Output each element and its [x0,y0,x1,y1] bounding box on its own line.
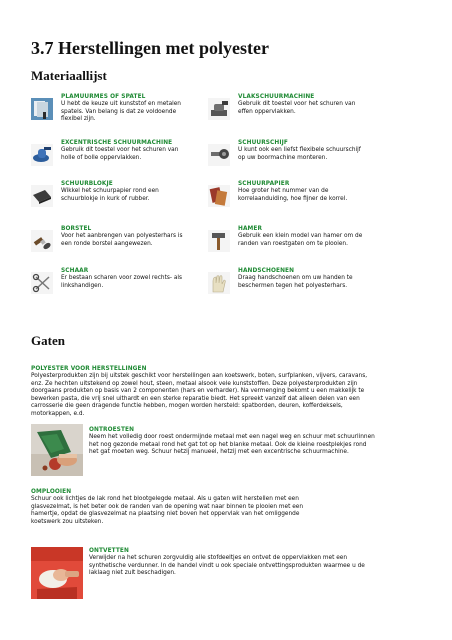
step-line: Neem het volledig door roest ondermijnde metaal met een nagel weg en schuur met schuurlinnen [89,434,375,440]
hammer-icon [208,230,230,252]
material-label: SCHAAR [61,268,89,274]
intro-label: POLYESTER VOOR HERSTELLINGEN [31,366,147,372]
step-line: glasvezelmat, is het beter ook de randen van de opening wat naar binnen te plooien met een [31,503,304,510]
intro-line: Polyesterprodukten zijn bij uitstek geschikt voor herstellingen aan koetswerk, boten, surfplanken, vijvers, caravans, [31,373,368,379]
gloves-icon [208,272,230,294]
material-description [238,147,361,162]
material-label: BORSTEL [61,226,92,232]
brush-icon [31,230,53,252]
material-description-line: Draag handschoenen om uw handen te [238,275,353,281]
gaten-heading: Gaten [31,333,65,348]
material-description-line: effen oppervlakken. [238,108,296,115]
material-label: PLAMUURMES OF SPATEL [61,94,146,100]
material-description-line: Voor het aanbrengen van polyesterhars is [61,233,183,239]
material-description-line: Gebruik dit toestel voor het schuren van [238,101,356,107]
step-line: laklaag niet zult beschadigen. [89,570,176,577]
material-description [238,188,347,203]
step-text [89,555,439,578]
step-line: Verwijder na het schuren zorgvuldig alle stofdeeltjes en ontvet de oppervlakken met een [89,555,348,561]
scissors-icon [31,272,53,294]
material-description [238,275,353,290]
material-description-line: beschermen tegen het polyesterhars. [238,282,348,289]
material-description-line: U hebt de keuze uit kunststof en metalen [61,101,181,107]
material-description-line: Wikkel het schuurpapier rond een [61,188,159,194]
intro-line: carrosserie die geen dragende functie hebben, mogen worden hersteld: spatborden, deuren, kofferdeksels, [31,403,343,410]
material-description [61,147,178,162]
step-line: hamertje, opdat de glasvezelmat na plaatsing niet boven het oppervlak van het omliggende [31,511,300,518]
material-description-line: Er bestaan scharen voor zowel rechts- als [61,275,183,281]
material-label: HAMER [238,226,263,232]
material-description-line: schuurblokje in kurk of rubber. [61,195,150,202]
step-text [31,496,431,526]
material-label: SCHUURPAPIER [238,181,290,187]
spatula-icon [31,98,53,120]
material-description [61,233,183,248]
intro-line: motorkappen, e.d. [31,410,85,417]
material-description-line: op uw boormachine monteren. [238,154,328,161]
material-label: VLAKSCHUURMACHINE [238,94,315,100]
material-description-line: Gebruik dit toestel voor het schuren van [61,147,179,153]
rust-removal-photo [31,424,83,476]
material-description-line: Gebruik een klein model van hamer om de [238,233,363,239]
material-label: HANDSCHOENEN [238,268,295,274]
step-line: het gat moeten weg. Schuur hetzij manueel, hetzij met een excentrische schuurmachine. [89,449,349,456]
degreasing-photo [31,547,83,599]
sandpaper-icon [208,185,230,207]
material-description-line: Hoe groter het nummer van de [238,188,329,194]
sanding-machine-icon [208,98,230,120]
material-description-line: holle of bolle oppervlakken. [61,154,142,161]
intro-line: enz. Ze hechten uitstekend op zowel hout, steen, metaal alsook vele kunststoffen. Deze polyesterprodukten zijn [31,380,358,387]
material-description-line: een ronde borstel aangewezen. [61,240,153,247]
material-description-line: U kunt ook een liefst flexibele schuurschijf [238,147,361,153]
material-description-line: flexibel zijn. [61,116,96,123]
material-description [238,101,355,116]
material-description [238,233,362,248]
material-description-line: linkshandigen. [61,282,104,289]
step-line: het nog gezonde metaal rond het gat tot op het blanke metaal. Ook de kleine roestplekjes rond [89,441,367,448]
step-text [89,434,439,457]
step-line: koetswerk zou uitsteken. [31,518,104,525]
eccentric-sander-icon [31,144,53,166]
step-label: ONTVETTEN [89,548,129,554]
material-description-line: korrelaanduiding, hoe fijner de korrel. [238,195,348,202]
intro-line: bewerken pasta, die vrij snel uithardt en een sterke reparatie biedt. Het spreekt vanzelf dat alleen delen van een [31,395,360,402]
page-title: 3.7 Herstellingen met polyester [31,38,269,58]
sanding-disc-icon [208,144,230,166]
materials-heading: Materiaallijst [31,68,107,83]
material-description [61,101,181,124]
step-label: ONTROESTEN [89,427,135,433]
step-line: Schuur ook lichtjes de lak rond het blootgelegde metaal. Als u gaten wilt herstellen met een [31,496,299,502]
material-label: SCHUURBLOKJE [61,181,113,187]
material-description [61,188,159,203]
material-label: SCHUURSCHIJF [238,140,288,146]
intro-text [31,373,431,419]
material-label: EXCENTRISCHE SCHUURMACHINE [61,140,173,146]
intro-line: doorgaans produkten op basis van 2 componenten (hars en verharder). Na vermenging bekomt u een makkelijk te [31,388,365,395]
sanding-block-icon [31,185,53,207]
material-description-line: spatels. Van belang is dat ze voldoende [61,108,177,115]
step-label: OMPLOOIEN [31,489,72,495]
material-description-line: randen van roestgaten om te plooien. [238,240,348,247]
step-line: synthetische verdunner. In de handel vindt u ook speciale ontvettingsprodukten waarmee u de [89,562,365,569]
material-description [61,275,182,290]
